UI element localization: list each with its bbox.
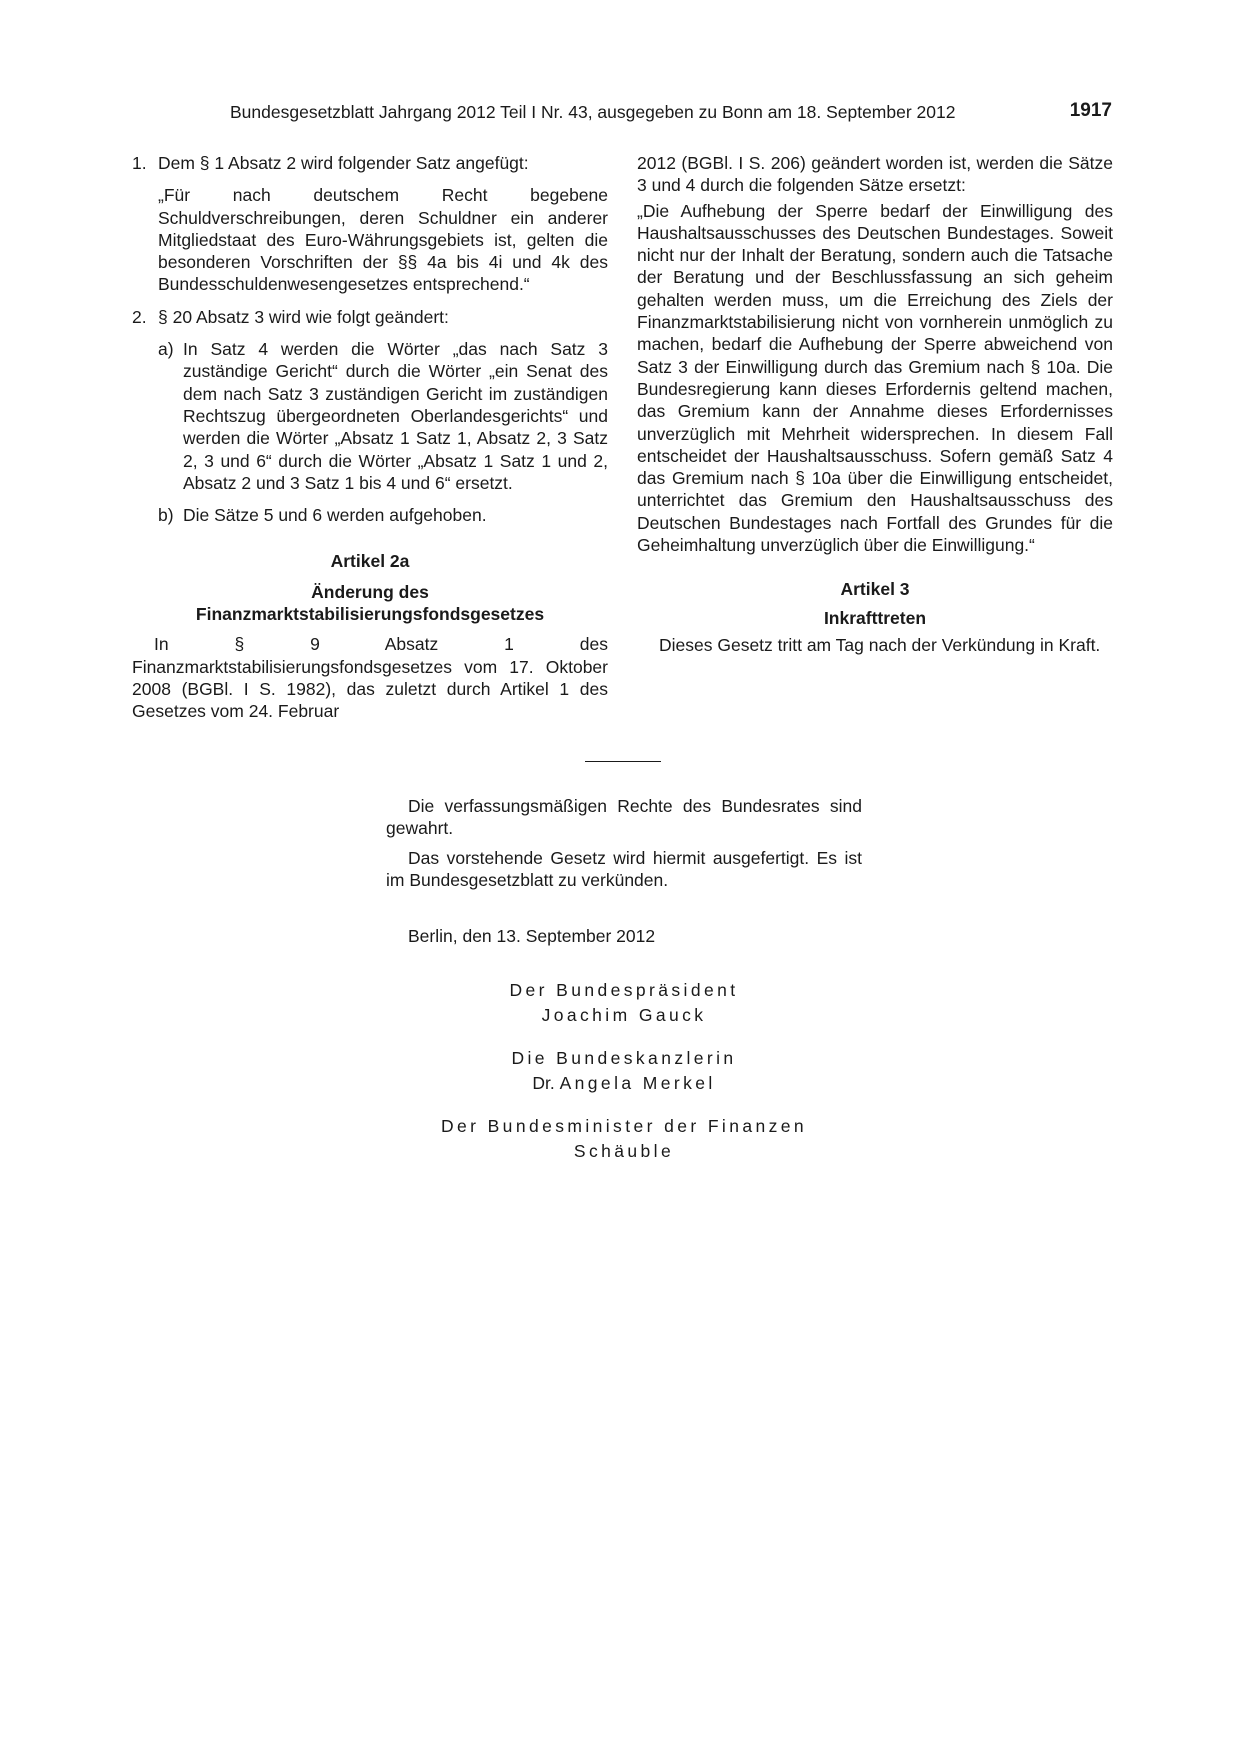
sub-item-text: In Satz 4 werden die Wörter „das nach Satz 3 zuständige Gericht“ durch die Wörter „ein Senat des dem nach Satz 3 zuständigen Gericht im zuständigen Rechtszug übergeordneten Oberlandesgerichts“ und werden die Wörter „Absatz 1 Satz 1, Absatz 2, 3 Satz 2, 3 und 6“ durch die Wörter „Absatz 1 Satz 1 und 2, Absatz 2 und 3 Satz 1 bis 4 und 6“ ersetzt. — [183, 339, 608, 493]
item-number: 2. — [132, 306, 147, 327]
signatory-name: Joachim Gauck — [541, 1005, 707, 1025]
signatory-role: Die Bundeskanzlerin — [511, 1048, 737, 1068]
sub-item-label: a) — [158, 339, 174, 360]
sub-item-text: Die Sätze 5 und 6 werden aufgehoben. — [183, 505, 487, 526]
right-column — [637, 152, 1113, 656]
sub-item-a — [132, 338, 608, 494]
closing-para-1: Die verfassungsmäßigen Rechte des Bundesrates sind gewahrt. — [386, 796, 862, 839]
article-3-body: Dieses Gesetz tritt am Tag nach der Verkündung in Kraft. — [659, 634, 1101, 655]
article-3-title: Inkrafttreten — [823, 607, 927, 628]
closing-para-2: Das vorstehende Gesetz wird hiermit ausgefertigt. Es ist im Bundesgesetzblatt zu verkünden. — [386, 847, 862, 890]
sub-item-label: b) — [158, 505, 174, 526]
signatory-name-line — [386, 1071, 862, 1096]
signature-president — [386, 978, 862, 1028]
signatory-name: Angela Merkel — [559, 1073, 716, 1093]
article-2a-heading: Artikel 2a — [330, 551, 410, 572]
page-number: 1917 — [1069, 100, 1112, 121]
place-date: Berlin, den 13. September 2012 — [408, 926, 656, 947]
article-2a-title-line1: Änderung des — [311, 581, 429, 602]
signature-chancellor — [386, 1046, 862, 1096]
closing-formula — [386, 795, 862, 947]
item-text: Dem § 1 Absatz 2 wird folgender Satz angefügt: — [158, 153, 529, 173]
item-number: 1. — [132, 153, 147, 173]
signatory-name: Schäuble — [573, 1141, 675, 1161]
article-2a-body: In § 9 Absatz 1 des Finanzmarktstabilisierungsfondsgesetzes vom 17. Oktober 2008 (BGBl. I S. 1982), das zuletzt durch Artikel 1 des Gesetzes vom 24. Februar — [132, 634, 608, 722]
separator-rule — [585, 761, 661, 762]
continuation-text: 2012 (BGBl. I S. 206) geändert worden ist, werden die Sätze 3 und 4 durch die folgenden Sätze ersetzt: — [637, 153, 1113, 196]
article-2a-title-line2: Finanzmarktstabilisierungsfondsgesetzes — [195, 604, 545, 625]
sub-item-b — [132, 504, 608, 526]
signature-block — [386, 978, 862, 1182]
signatory-title: Dr. — [532, 1073, 555, 1093]
quoted-replacement: „Die Aufhebung der Sperre bedarf der Einwilligung des Haushaltsausschusses des Deutschen Bundestages. Soweit nicht nur der Inhalt der Beratung, sondern auch die Tatsache der Beratung und der Beschlussfassung an sich geheim gehalten werden muss, um die Erreichung des Ziels der Finanzmarktstabilisierung nicht von vornherein unmöglich zu machen, bedarf die Aufhebung der Sperre abweichend von Satz 3 der Einwilligung durch das Gremium nach § 10a. Die Bundesregierung kann dieses Erfordernis geltend machen, das Gremium kann der Annahme dieses Erfordernisses unverzüglich mit Mehrheit widersprechen. In diesem Fall entscheidet der Haushaltsausschuss. Sofern gemäß Satz 4 das Gremium nach § 10a über die Einwilligung entscheidet, unterrichtet das Gremium den Haushaltsausschuss des Deutschen Bundestages nach Fortfall des Grundes für die Geheimhaltung unverzüglich über die Einwilligung.“ — [637, 200, 1113, 556]
amendment-item-1 — [132, 152, 608, 174]
signatory-role: Der Bundespräsident — [509, 980, 739, 1000]
article-3-heading: Artikel 3 — [840, 579, 910, 600]
quoted-sentence: „Für nach deutschem Recht begebene Schuldverschreibungen, deren Schuldner ein anderer Mitgliedstaat des Euro-Währungsgebiets ist, gelten die besonderen Vorschriften der §§ 4a bis 4i und 4k des Bundesschuldenwesengesetzes entsprechend.“ — [158, 185, 608, 295]
amendment-item-2 — [132, 306, 608, 328]
signature-finance-minister — [386, 1114, 862, 1164]
left-column — [132, 152, 608, 723]
item-text: § 20 Absatz 3 wird wie folgt geändert: — [158, 306, 449, 327]
signatory-role: Der Bundesminister der Finanzen — [440, 1116, 808, 1136]
header-title: Bundesgesetzblatt Jahrgang 2012 Teil I Nr. 43, ausgegeben zu Bonn am 18. September 2012 — [230, 102, 956, 122]
